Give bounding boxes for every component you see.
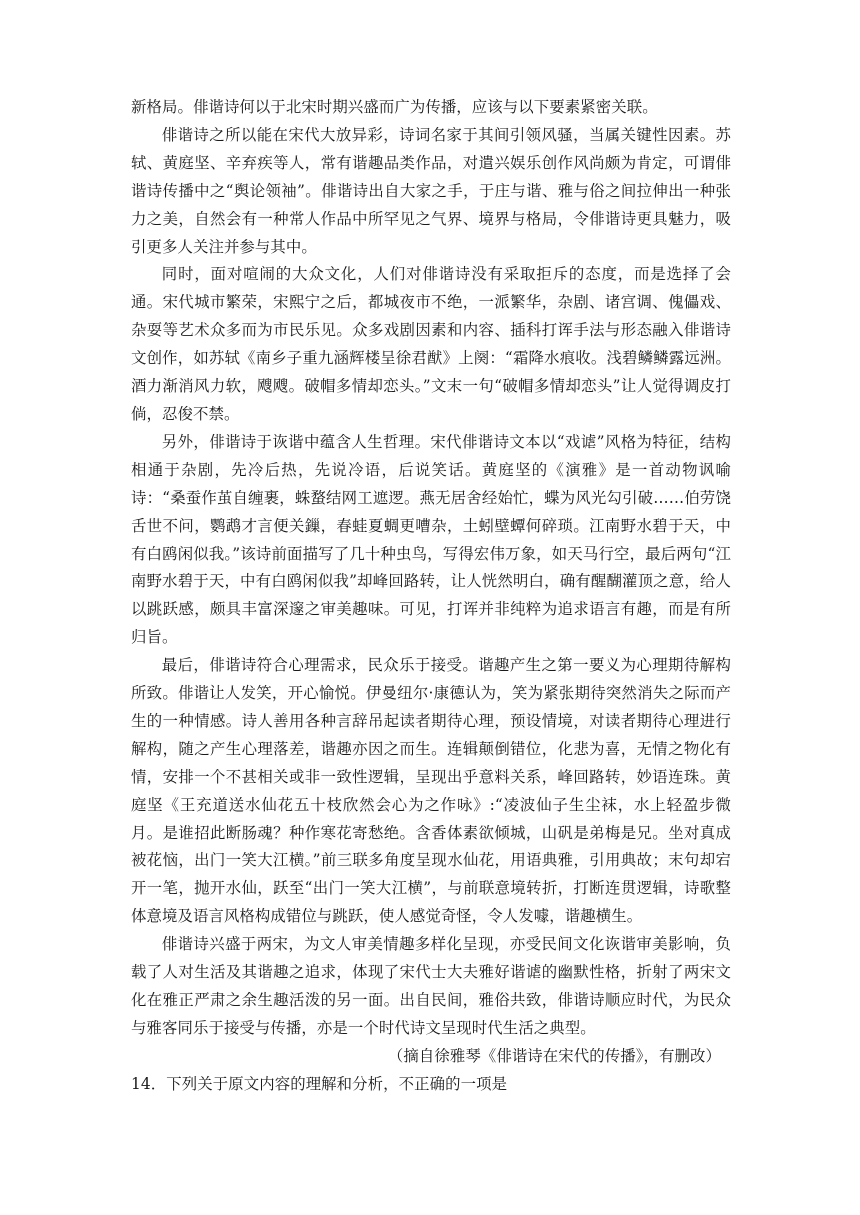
paragraph-conclusion: 俳谐诗兴盛于两宋，为文人审美情趣多样化呈现，亦受民间文化诙谐审美影响，负载了人对生活及其谐趣之追求，体现了宋代士大夫雅好谐谑的幽默性格，折射了两宋文化在雅正严肃之余生趣活泼的另一面。出自民间，雅俗共致，俳谐诗顺应时代，为民众与雅客同乐于接受与传播，亦是一个时代诗文呈现时代生活之典型。 xyxy=(131,935,731,1037)
paragraph-continuation: 新格局。俳谐诗何以于北宋时期兴盛而广为传播，应该与以下要素紧密关联。 xyxy=(131,98,658,116)
paragraph-celebrity-leaders: 俳谐诗之所以能在宋代大放异彩，诗词名家于其间引领风骚，当属关键性因素。苏轼、黄庭坚、辛弃疾等人，常有谐趣品类作品，对遣兴娱乐创作风尚颇为肯定，可谓俳谐诗传播中之“舆论领袖”。俳谐诗出自大家之手，于庄与谐、雅与俗之间拉伸出一种张力之美，自然会有一种常人作品中所罕见之气界、境界与格局，令俳谐诗更具魅力，吸引更多人关注并参与其中。 xyxy=(131,125,731,256)
document-page xyxy=(131,94,731,1099)
question-14: 14．下列关于原文内容的理解和分析，不正确的一项是 xyxy=(131,1074,508,1093)
paragraph-life-philosophy: 另外，俳谐诗于诙谐中蕴含人生哲理。宋代俳谐诗文本以“戏谑”风格为特征，结构相通于杂剧，先冷后热，先说冷语，后说笑话。黄庭坚的《演雅》是一首动物讽喻诗：“桑蚕作茧自缠裹，蛛蝥结网工遮逻。燕无居舍经始忙，蝶为风光勾引破……伯劳饶舌世不问，鹦鹉才言便关鏁，春蛙夏蜩更嘈杂，土蚓壁蟫何碎琐。江南野水碧于天，中有白鸥闲似我。”该诗前面描写了几十种虫鸟，写得宏伟万象，如天马行空，最后两句“江南野水碧于天，中有白鸥闲似我”却峰回路转，让人恍然明白，确有醒醐灌顶之意，给人以跳跃感，颇具丰富深邃之审美趣味。可见，打诨并非纯粹为追求语言有趣，而是有所归旨。 xyxy=(131,432,731,647)
paragraph-psychological-needs: 最后，俳谐诗符合心理需求，民众乐于接受。谐趣产生之第一要义为心理期待解构所致。俳谐让人发笑，开心愉悦。伊曼纽尔·康德认为，笑为紧张期待突然消失之际而产生的一种情感。诗人善用各种言辞吊起读者期待心理，预设情境，对读者期待心理进行解构，随之产生心理落差，谐趣亦因之而生。连辑颠倒错位，化悲为喜，无情之物化有情，安排一个不甚相关或非一致性逻辑，呈现出乎意料关系，峰回路转，妙语连珠。黄庭坚《王充道送水仙花五十枝欣然会心为之作咏》:“凌波仙子生尘袜，水上轻盈步微月。是谁招此断肠魂？种作寒花寄愁绝。含香体素欲倾城，山矾是弟梅是兄。坐对真成被花恼，出门一笑大江横。”前三联多角度呈现水仙花，用语典雅，引用典故；末句却宕开一笔，抛开水仙，跃至“出门一笑大江横”，与前联意境转折，打断连贯逻辑，诗歌整体意境及语言风格构成错位与跳跃，使人感觉奇怪，令人发噱，谐趣横生。 xyxy=(131,656,731,926)
paragraph-popular-culture: 同时，面对喧闹的大众文化，人们对俳谐诗没有采取拒斥的态度，而是选择了会通。宋代城市繁荣，宋熙宁之后，都城夜市不绝，一派繁华，杂剧、诸宫调、傀儡戏、杂耍等艺术众多而为市民乐见。众多戏剧因素和内容、插科打诨手法与形态融入俳谐诗文创作，如苏轼《南乡子重九涵辉楼呈徐君猷》上阕：“霜降水痕收。浅碧鳞鳞露远洲。酒力渐消风力软，飕飕。破帽多情却恋头。”文末一句“破帽多情却恋头”让人觉得调皮打倘，忍俊不禁。 xyxy=(131,265,731,423)
source-citation: （摘自徐雅琴《俳谐诗在宋代的传播》，有删改） xyxy=(387,1046,721,1065)
